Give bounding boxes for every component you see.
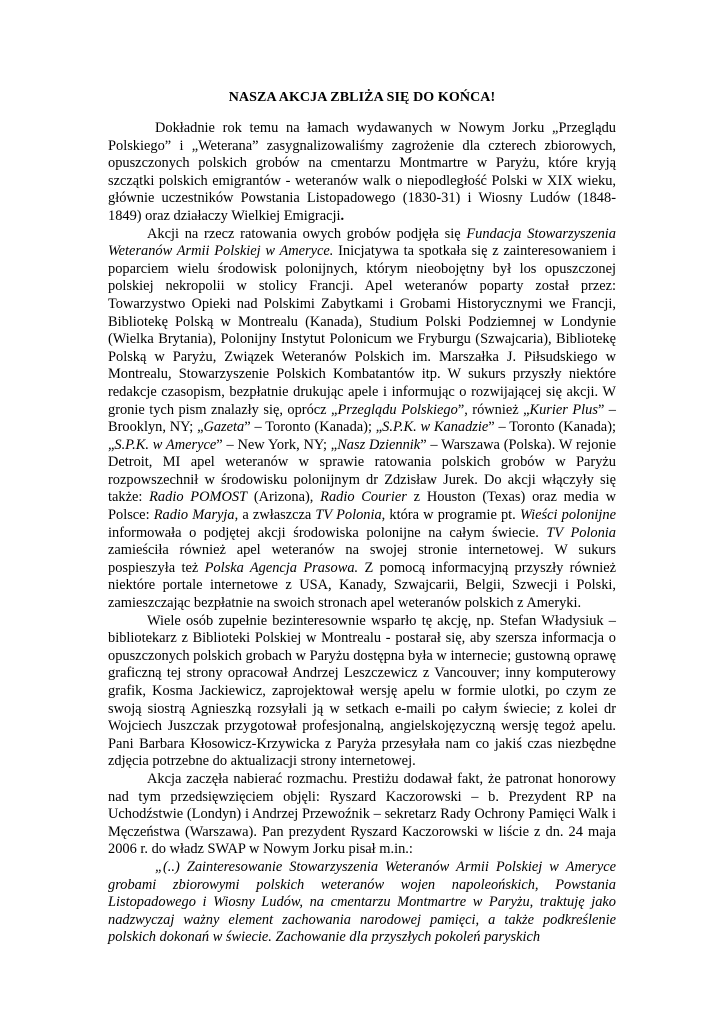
text-run: , a zwłaszcza: [234, 507, 316, 524]
text-run: ”, również „: [457, 401, 530, 418]
italic-run: Nasz Dziennik: [337, 436, 421, 453]
paragraph-1: [108, 120, 616, 226]
paragraph-2: [108, 226, 616, 613]
italic-run: TV Polonia: [546, 524, 617, 541]
text-run: ” – New York, NY; „: [216, 436, 338, 453]
quote-paragraph: „(..) Zainteresowanie Stowarzyszenia Weteranów Armii Polskiej w Ameryce grobami zbiorowymi polskich weteranów wojen napoleońskich, Powstania Listopadowego i Wiosny Ludów, na cmentarzu Montmartre w Paryżu, traktuję jako nadzwyczaj ważny element zachowania narodowej pamięci, a także podkreślenie polskich dokonań w świecie. Zachowanie dla przyszłych pokoleń paryskich: [108, 858, 616, 946]
italic-run: TV Polonia: [315, 507, 382, 524]
italic-run: Radio Maryja: [153, 507, 235, 524]
text-run: Inicjatywa ta spotkała się z zainteresowaniem i poparciem wielu środowisk polonijnych, którym nieobojętny był los opuszczonej polskiej nekropolii w stolicy Francji. Apel weteranów poparty został przez: Towarzystwo Opieki nad Polskimi Zabytkami i Grobami Historycznymi we Francji, Bibliotekę Polską w Montrealu (Kanada), Studium Polski Podziemnej w Londynie (Wielka Brytania), Polonijny Instytut Polonicum we Fryburgu (Szwajcaria), Bibliotekę Polską w Paryżu, Związek Weteranów Polskich im. Marszałka J. Piłsudskiego w Montrealu, Stowarzyszenie Polskich Kombatantów itp. W sukurs przyszły niektóre redakcje czasopism, bezpłatnie drukując apele i informując o rozwijającej się akcji. W gronie tych pism znalazły się, oprócz „: [108, 243, 616, 418]
italic-run: Przeglądu Polskiego: [337, 401, 458, 418]
text-run: (Arizona),: [247, 489, 321, 506]
text-run: Z pomocą informacyjną przyszły również niektóre portale internetowe z USA, Kanady, Szwajcarii, Belgii, Szwecji i Polski, zamieszczając bezpłatnie na swoich stronach apel weteranów polskich z Ameryki.: [108, 559, 616, 612]
text-run: , która w programie pt.: [381, 507, 520, 524]
italic-run: Radio Courier: [320, 489, 407, 506]
italic-run: Wieści polonijne: [519, 507, 617, 524]
text-run: zamieściła również apel weteranów na swojej stronie internetowej. W sukurs pospieszyła też: [108, 542, 616, 576]
paragraph-4: Akcja zaczęła nabierać rozmachu. Prestiżu dodawał fakt, że patronat honorowy nad tym przedsięwzięciem objęli: Ryszard Kaczorowski – b. Prezydent RP na Uchodźstwie (Londyn) i Andrzej Przewoźnik – sekretarz Rady Ochrony Pamięci Walk i Męczeństwa (Warszawa). Pan prezydent Ryszard Kaczorowski w liście z dn. 24 maja 2006 r. do władz SWAP w Nowym Jorku pisał m.in.:: [108, 770, 616, 858]
article-body: [108, 120, 616, 947]
text-run: ” – Brooklyn, NY; „: [108, 401, 616, 436]
paragraph-1-end: .: [340, 207, 345, 224]
text-run: ” – Toronto (Kanada); „: [244, 419, 383, 436]
text-run: ” – Warszawa (Polska). W rejonie Detroit, MI apel weteranów w sprawie ratowania polskich grobów w Paryżu rozpowszechnił w środowisku polonijnym dr Zdzisław Jurek. Do akcji włączyły się także:: [108, 436, 616, 506]
page-title: NASZA AKCJA ZBLIŻA SIĘ DO KOŃCA!: [228, 90, 496, 105]
paragraph-3: Wiele osób zupełnie bezinteresownie wsparło tę akcję, np. Stefan Władysiuk – bibliotekarz z Biblioteki Polskiej w Montrealu - postarał się, aby szersza informacja o opuszczonych polskich grobach w Paryżu dostępna była w internecie; gustowną oprawę graficzną tej strony opracował Andrzej Leszczewicz z Vancouver; inny komputerowy grafik, Kosma Jackiewicz, zaprojektował wersję apelu w formie ulotki, po czym ze swoją siostrą Agnieszką rozsyłali ją w setkach e-maili po całym świecie; z kolei dr Wojciech Juszczak przygotował profesjonalną, angielskojęzyczną wersję tegoż apelu. Pani Barbara Kłosowicz-Krzywicka z Paryża przesyłała nam co jakiś czas niezbędne zdjęcia potrzebne do aktualizacji strony internetowej.: [108, 612, 616, 770]
italic-run: Radio POMOST: [149, 489, 248, 506]
italic-run: S.P.K. w Ameryce: [114, 436, 217, 453]
text-run: informowała o podjętej akcji środowiska polonijne na całym świecie.: [108, 524, 547, 541]
text-run: ” – Toronto (Kanada); „: [108, 419, 616, 453]
paragraph-1-text: Dokładnie rok temu na łamach wydawanych w Nowym Jorku „Przeglądu Polskiego” i „Weterana” zasygnalizowaliśmy zagrożenie dla czterech zbiorowych, opuszczonych polskich grobów na cmentarzu Montmartre w Paryżu, które kryją szczątki polskich emigrantów - weteranów walk o niepodległość Polski w XIX wieku, głównie uczestników Powstania Listopadowego (1830-31) i Wiosny Ludów (1848-1849) oraz działaczy Wielkiej Emigracji: [108, 120, 616, 224]
italic-run: S.P.K. w Kanadzie: [382, 419, 489, 436]
text-run: Akcji na rzecz ratowania owych grobów podjęła się: [147, 225, 467, 242]
italic-run: Kurier Plus: [529, 401, 598, 418]
italic-run: Gazeta: [203, 419, 245, 436]
italic-run: Fundacja Stowarzyszenia Weteranów Armii Polskiej w Ameryce.: [108, 225, 616, 260]
text-run: z Houston (Texas) oraz media w Polsce:: [108, 489, 616, 524]
italic-run: Polska Agencja Prasowa.: [204, 559, 359, 576]
